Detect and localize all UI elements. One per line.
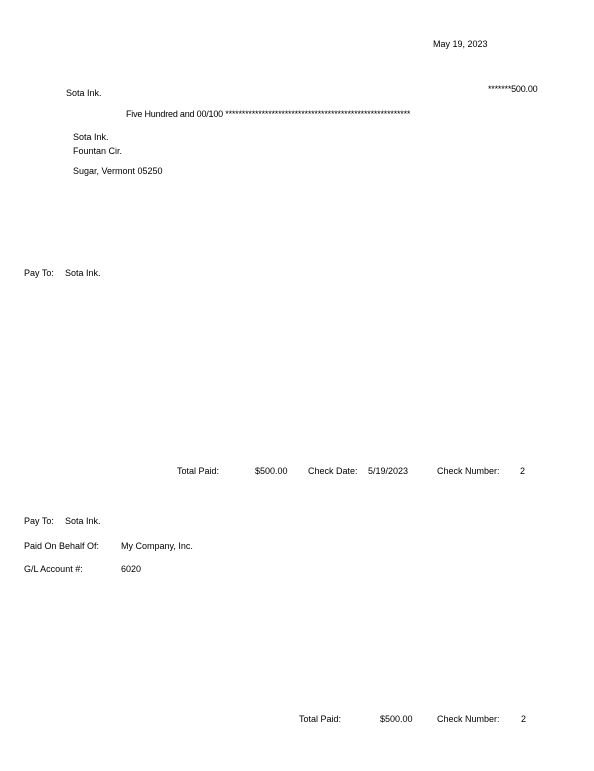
stub2-behalf-value: My Company, Inc. [121,541,193,551]
stub2-gl-value: 6020 [121,564,142,574]
stub1-pay-to-label: Pay To: [24,268,54,278]
check-payee: Sota Ink. [66,88,102,98]
stub2-check-number-label: Check Number: [437,714,500,724]
stub2-pay-to-label: Pay To: [24,516,54,526]
stub1-check-number-value: 2 [520,466,526,476]
stub1-total-paid-label: Total Paid: [177,466,220,476]
stub2-check-number-value: 2 [521,714,527,724]
check-date: May 19, 2023 [433,39,488,49]
address-street: Fountan Cir. [73,146,123,156]
stub2-total-paid-label: Total Paid: [299,714,342,724]
stub1-check-number-label: Check Number: [437,466,500,476]
address-city-state-zip: Sugar, Vermont 05250 [73,166,163,176]
stub2-gl-label: G/L Account #: [24,564,83,574]
check-amount: *******500.00 [488,84,538,94]
stub2-total-paid-value: $500.00 [380,714,413,724]
stub1-pay-to-value: Sota Ink. [65,268,101,278]
stub1-check-date-label: Check Date: [308,466,358,476]
stub2-behalf-label: Paid On Behalf Of: [24,541,100,551]
stub1-check-date-value: 5/19/2023 [368,466,409,476]
stub2-pay-to-value: Sota Ink. [65,516,101,526]
check-amount-words: Five Hundred and 00/100 ******************************************************** [126,109,411,119]
address-name: Sota Ink. [73,132,109,142]
stub1-total-paid-value: $500.00 [255,466,288,476]
